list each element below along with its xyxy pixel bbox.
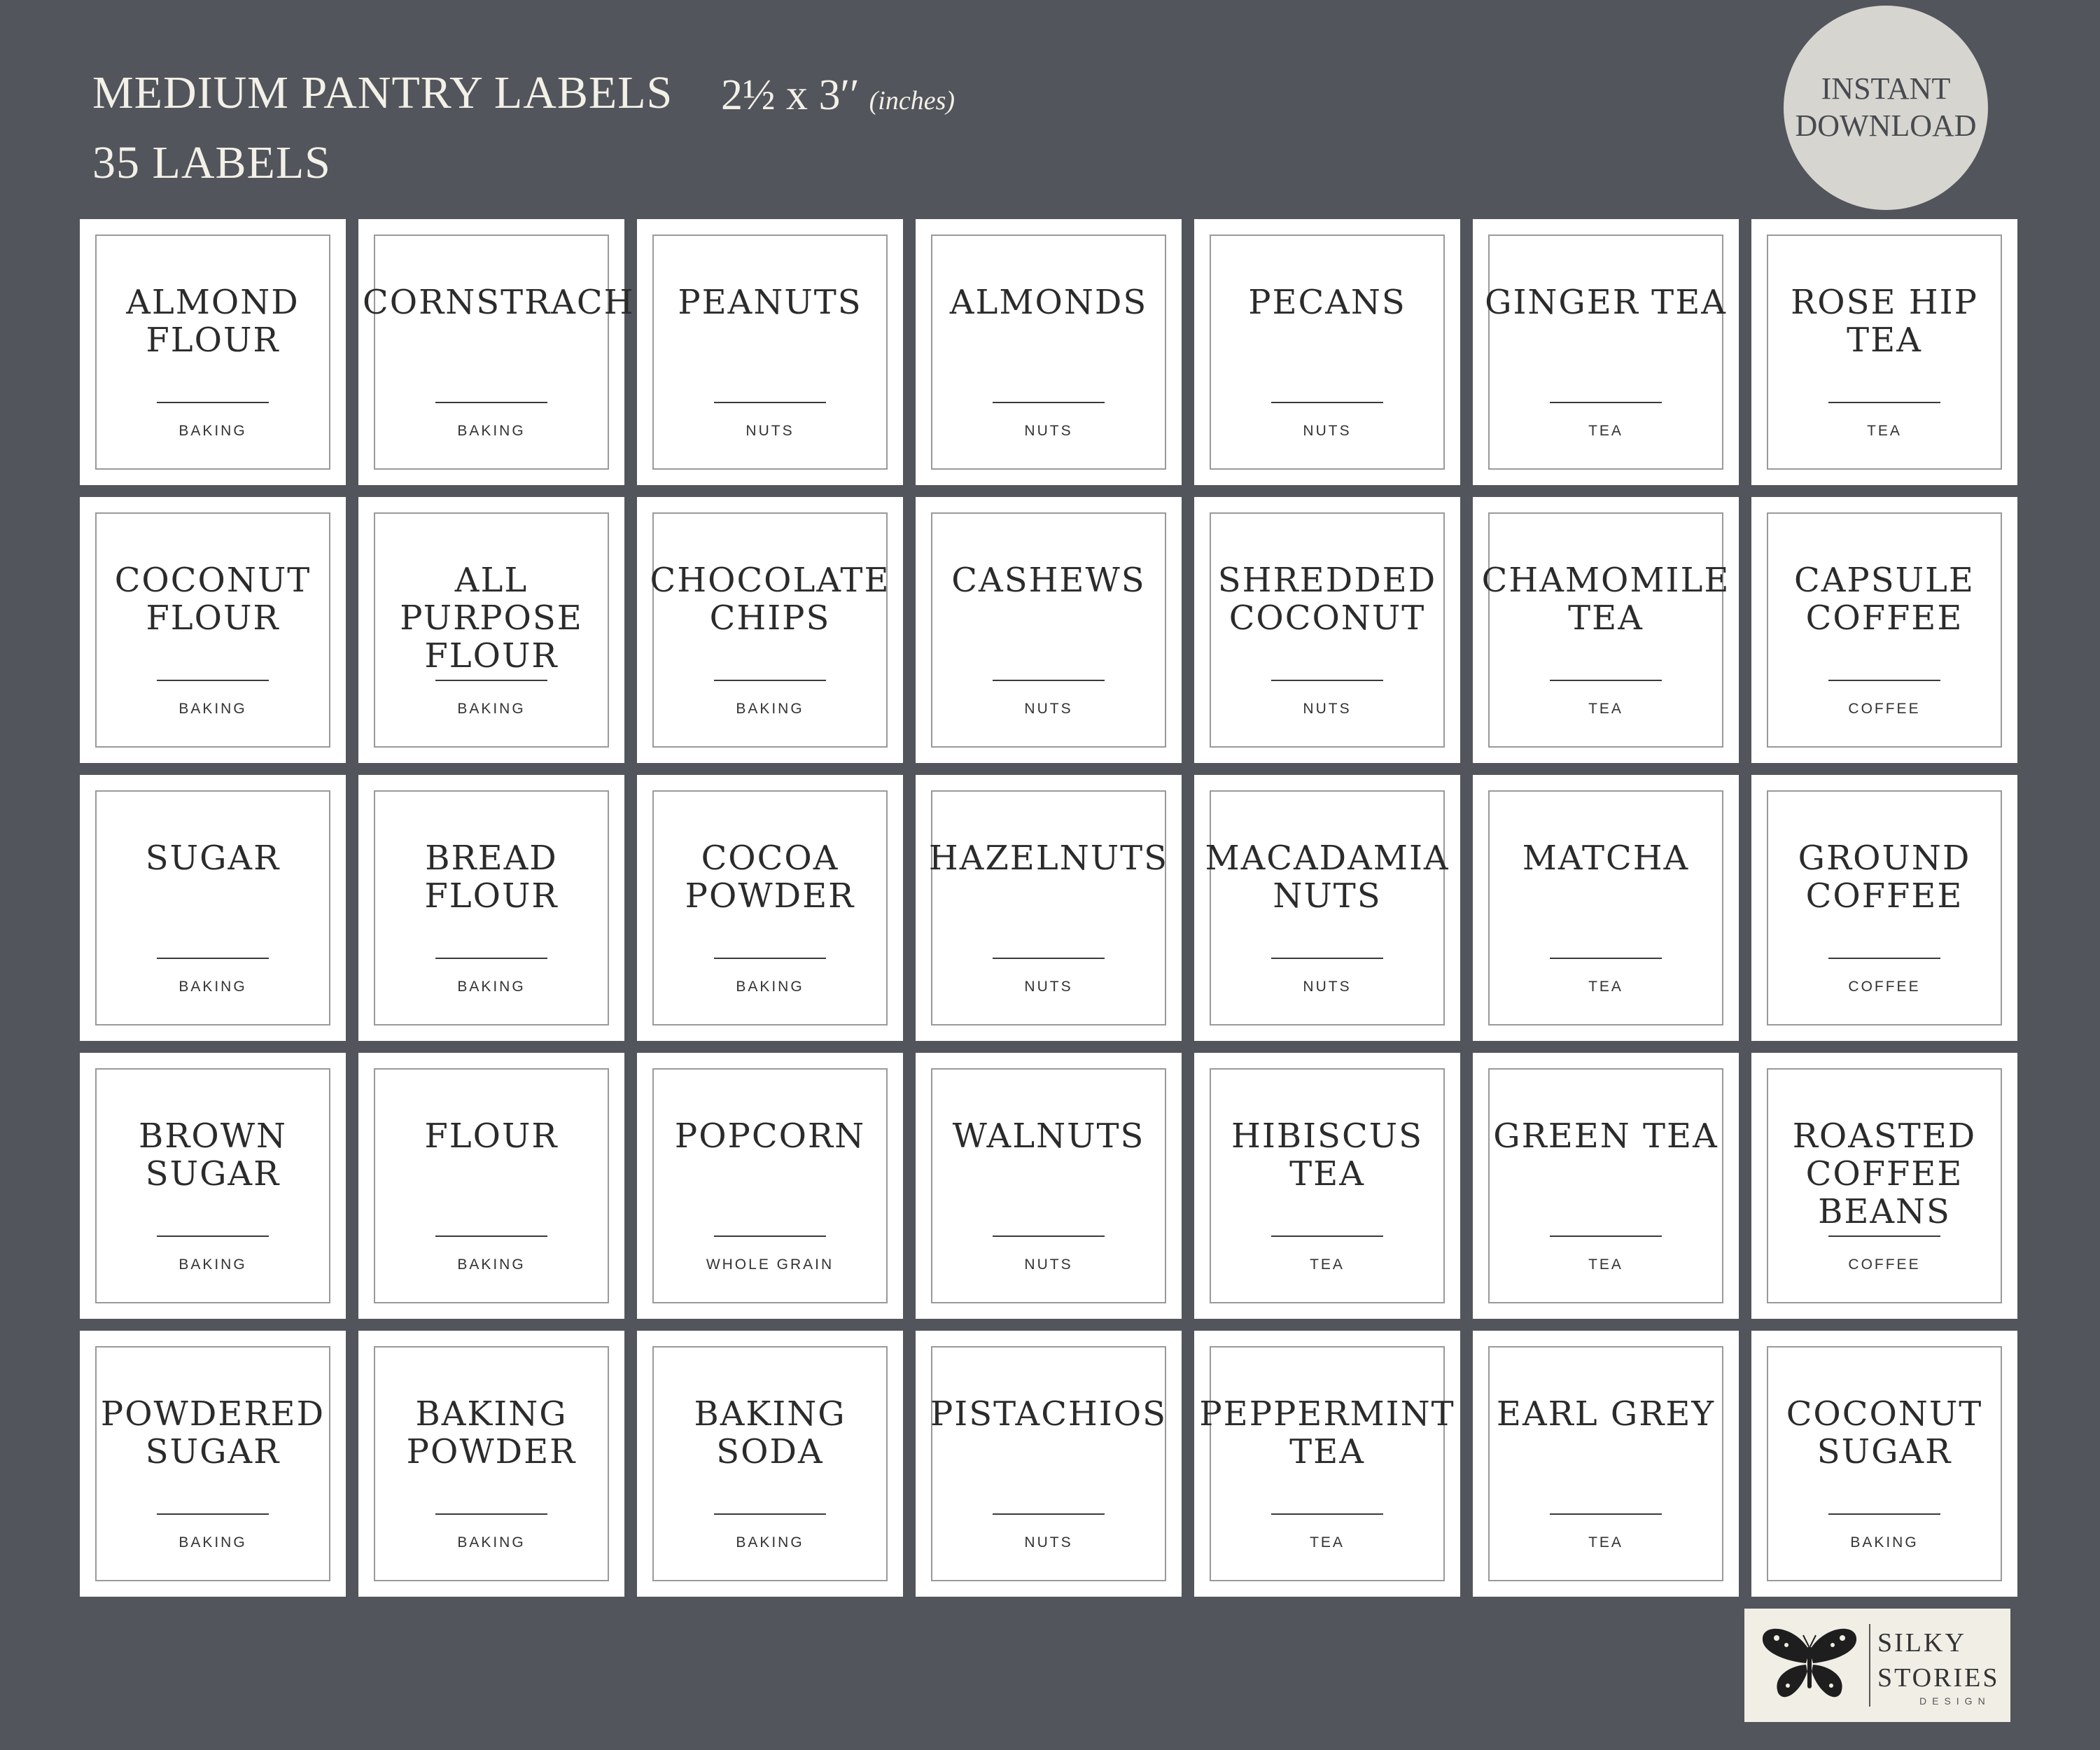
label-name: GREEN TEA [1493,1116,1718,1156]
label-divider [1271,680,1383,681]
pantry-label [1751,775,2017,1041]
pantry-label [80,1331,346,1597]
label-divider [1828,680,1940,681]
pantry-label [916,775,1182,1041]
size-unit: (inches) [869,86,955,115]
label-name: PEANUTS [678,283,862,322]
label-name: ALMOND FLOUR [126,283,300,360]
label-name: POWDERED SUGAR [100,1394,326,1471]
pantry-label [1473,497,1739,763]
label-divider [714,680,826,681]
label-name: BROWN SUGAR [138,1116,288,1194]
pantry-label [80,775,346,1041]
pantry-label [1473,775,1739,1041]
instant-download-badge [1784,6,1988,210]
label-category: TEA [1588,979,1623,995]
label-divider [157,402,269,403]
label-category: TEA [1310,1534,1345,1550]
label-category: BAKING [457,701,526,717]
label-count: 35 LABELS [92,137,331,188]
pantry-label [1194,1053,1460,1319]
pantry-label [1473,1053,1739,1319]
label-name: COCONUT SUGAR [1786,1394,1983,1471]
label-divider [1828,958,1940,959]
label-name: SHREDDED COCONUT [1217,561,1437,638]
label-name: PECANS [1248,283,1406,322]
label-name: HAZELNUTS [928,839,1169,878]
label-category: TEA [1588,701,1623,717]
label-divider [1271,402,1383,403]
label-category: NUTS [1024,423,1073,439]
label-divider [435,958,547,959]
label-name: WALNUTS [952,1116,1145,1156]
label-name: COCONUT FLOUR [114,561,312,638]
label-category: BAKING [178,701,247,717]
size-dimensions: 2½ x 3′′ [721,71,860,119]
label-category: BAKING [178,1534,247,1550]
label-divider [993,958,1105,959]
label-category: BAKING [178,979,247,995]
pantry-label [1194,219,1460,485]
label-grid [80,219,2017,1597]
page-title: MEDIUM PANTRY LABELS [92,67,673,118]
label-divider [1271,1513,1383,1515]
label-category: BAKING [457,1256,526,1273]
pantry-label [637,219,903,485]
pantry-label [637,497,903,763]
pantry-label [80,219,346,485]
label-category: COFFEE [1848,1256,1921,1273]
label-divider [1271,1236,1383,1237]
pantry-label [916,497,1182,763]
label-name: SUGAR [145,839,281,878]
label-divider [993,680,1105,681]
label-divider [714,402,826,403]
label-divider [435,1513,547,1515]
label-category: BAKING [736,701,804,717]
label-category: NUTS [1024,701,1073,717]
pantry-label [80,1053,346,1319]
pantry-label [916,1331,1182,1597]
label-category: BAKING [736,1534,804,1550]
label-name: ROSE HIP TEA [1791,283,1978,360]
label-divider [1550,958,1662,959]
pantry-label [637,1331,903,1597]
label-name: EARL GREY [1496,1394,1716,1434]
brand-logo [1744,1609,2010,1722]
pantry-label [916,1053,1182,1319]
label-name: ROASTED COFFEE BEANS [1792,1116,1977,1231]
label-name: HIBISCUS TEA [1231,1116,1423,1194]
label-divider [993,1236,1105,1237]
label-divider [435,1236,547,1237]
label-category: NUTS [1303,423,1352,439]
pantry-label [1194,775,1460,1041]
pantry-label [1473,1331,1739,1597]
label-name: BREAD FLOUR [424,839,559,916]
label-name: MACADAMIA NUTS [1205,839,1450,916]
label-category: BAKING [457,979,526,995]
label-category: NUTS [1024,1256,1073,1273]
pantry-label [637,775,903,1041]
label-divider [993,1513,1105,1515]
pantry-label [358,1053,624,1319]
label-name: GINGER TEA [1485,283,1727,322]
label-category: NUTS [1024,1534,1073,1550]
label-name: PEPPERMINT TEA [1199,1394,1455,1471]
label-category: BAKING [1850,1534,1919,1550]
label-category: NUTS [1303,979,1352,995]
brand-separator [1869,1624,1870,1707]
badge-line-1: INSTANT [1821,71,1951,106]
label-category: BAKING [457,1534,526,1550]
pantry-label [1751,219,2017,485]
label-category: TEA [1588,423,1623,439]
pantry-label [1194,1331,1460,1597]
label-name: PISTACHIOS [930,1394,1167,1434]
label-divider [1550,1236,1662,1237]
label-name: GROUND COFFEE [1798,839,1971,916]
brand-name-line-1: SILKY [1877,1628,1966,1658]
badge-line-2: DOWNLOAD [1795,108,1977,143]
label-name: CHAMOMILE TEA [1481,561,1730,638]
butterfly-icon [1757,1623,1862,1705]
pantry-label [358,497,624,763]
pantry-label [1751,1053,2017,1319]
label-divider [435,680,547,681]
label-category: COFFEE [1848,701,1921,717]
label-name: CASHEWS [951,561,1146,600]
label-category: BAKING [178,423,247,439]
label-divider [157,1513,269,1515]
size-info [721,71,955,119]
label-name: FLOUR [424,1116,559,1156]
label-divider [1550,402,1662,403]
label-divider [157,958,269,959]
label-category: BAKING [457,423,526,439]
label-name: ALMONDS [949,283,1148,322]
label-category: TEA [1310,1256,1345,1273]
label-divider [1828,1513,1940,1515]
pantry-label [358,1331,624,1597]
label-divider [1271,958,1383,959]
label-category: TEA [1867,423,1902,439]
pantry-label [1751,497,2017,763]
pantry-label [80,497,346,763]
pantry-label [1473,219,1739,485]
label-divider [714,958,826,959]
label-divider [157,1236,269,1237]
label-name: CHOCOLATE CHIPS [650,561,890,638]
label-category: TEA [1588,1534,1623,1550]
label-name: POPCORN [674,1116,866,1156]
label-name: COCOA POWDER [685,839,855,916]
pantry-label [358,219,635,485]
label-divider [157,680,269,681]
label-name: CAPSULE COFFEE [1794,561,1975,638]
label-divider [1828,402,1940,403]
label-category: COFFEE [1848,979,1921,995]
label-name: CORNSTRACH [363,283,635,322]
pantry-label [916,219,1182,485]
label-category: NUTS [1303,701,1352,717]
pantry-label [1194,497,1460,763]
label-divider [1550,1513,1662,1515]
brand-subtitle: DESIGN [1919,1695,1991,1707]
pantry-label [358,775,624,1041]
label-divider [714,1513,826,1515]
label-divider [993,402,1105,403]
label-category: BAKING [736,979,804,995]
label-divider [1828,1236,1940,1237]
brand-name-line-2: STORIES [1877,1663,2000,1693]
pantry-label [637,1053,903,1319]
label-category: NUTS [746,423,794,439]
label-category: WHOLE GRAIN [706,1256,834,1273]
label-divider [714,1236,826,1237]
pantry-label [1751,1331,2017,1597]
label-name: BAKING POWDER [406,1394,577,1471]
label-name: BAKING SODA [694,1394,846,1471]
label-name: MATCHA [1522,839,1690,878]
label-name: ALL PURPOSE FLOUR [400,561,583,676]
label-category: NUTS [1024,979,1073,995]
label-category: TEA [1588,1256,1623,1273]
label-divider [1550,680,1662,681]
label-category: BAKING [178,1256,247,1273]
label-divider [435,402,547,403]
